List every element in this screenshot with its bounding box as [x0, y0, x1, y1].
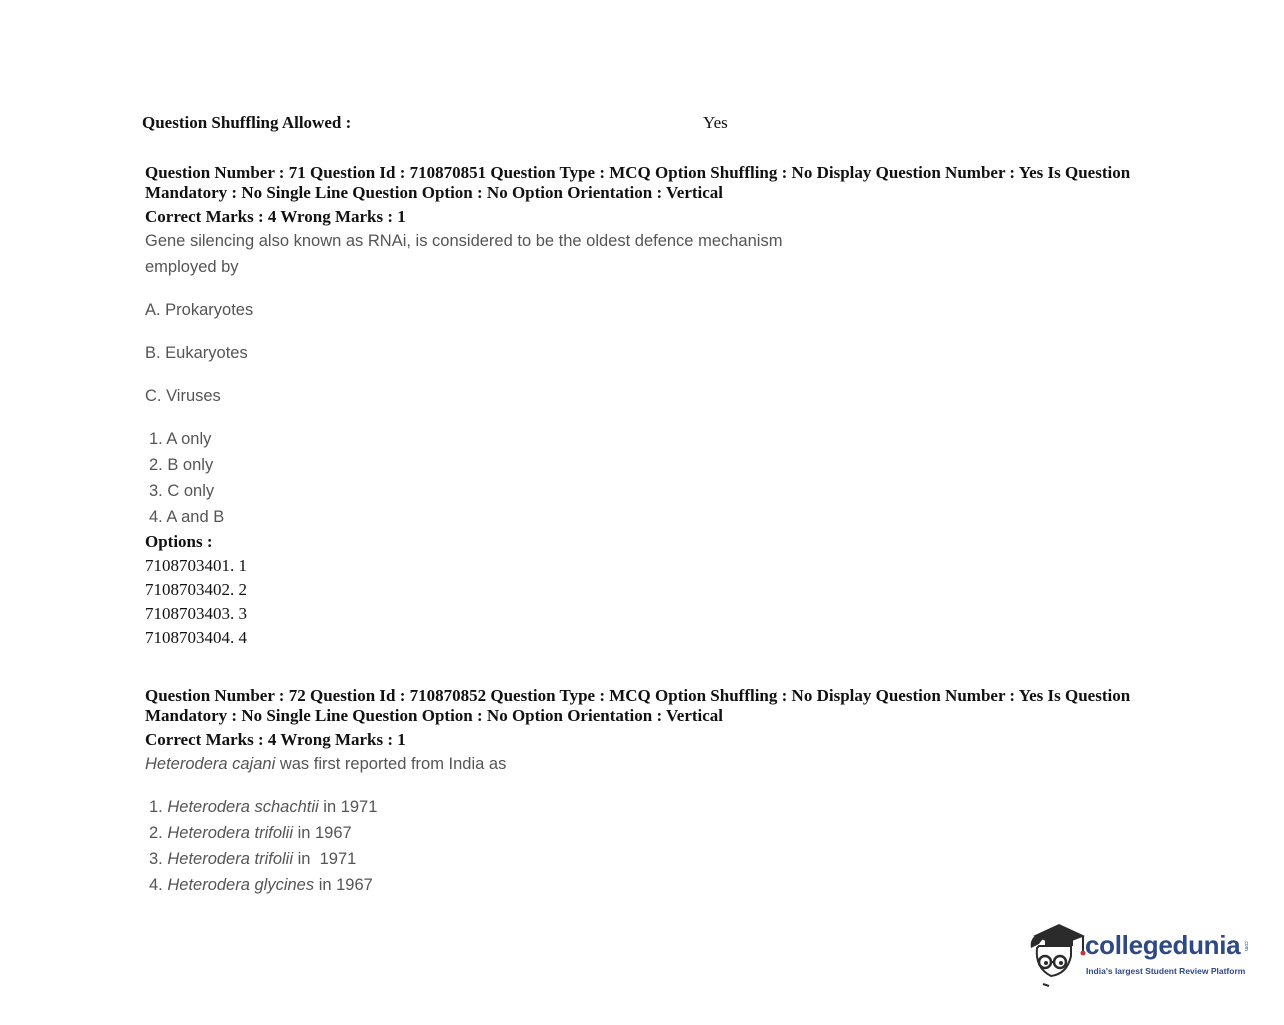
- choice-year: in 1967: [293, 824, 352, 842]
- question-meta-line-2: Mandatory : No Single Line Question Option : No Option Orientation : Vertical: [145, 706, 724, 725]
- options-label: Options :: [145, 532, 213, 551]
- choice-year: in 1971: [318, 798, 378, 816]
- logo-tagline: India's largest Student Review Platform: [1086, 966, 1246, 976]
- species-name: Heterodera trifolii: [167, 850, 293, 868]
- question-72: [145, 686, 1155, 898]
- logo-domain-suffix: .com: [1243, 940, 1249, 951]
- question-stem-line-1: Gene silencing also known as RNAi, is considered to be the oldest defence mechanism: [145, 232, 783, 250]
- question-marks: Correct Marks : 4 Wrong Marks : 1: [145, 730, 406, 749]
- question-stem-text: was first reported from India as: [275, 755, 507, 773]
- choice-number: 4.: [149, 876, 168, 894]
- option-id-2: 7108703402. 2: [145, 580, 247, 599]
- question-meta: [145, 686, 1155, 726]
- question-meta-line-1: Question Number : 71 Question Id : 710870851 Question Type : MCQ Option Shuffling : No Display Question Number : Yes Is Question: [145, 163, 1131, 182]
- answer-choice-4: [149, 872, 1155, 898]
- answer-choices: [145, 794, 1155, 898]
- question-meta: [145, 163, 1155, 203]
- question-stem: [145, 228, 825, 280]
- option-id-3: 7108703403. 3: [145, 604, 247, 623]
- answer-choice-3: 3. C only: [149, 482, 215, 500]
- choice-number: 2.: [149, 824, 168, 842]
- answer-choice-3: [149, 846, 1155, 872]
- question-stem: [145, 751, 825, 777]
- question-marks: Correct Marks : 4 Wrong Marks : 1: [145, 207, 406, 226]
- choice-number: 3.: [149, 850, 168, 868]
- species-name: Heterodera glycines: [167, 876, 315, 894]
- choice-number: 1.: [149, 798, 168, 816]
- question-meta-line-1: Question Number : 72 Question Id : 710870852 Question Type : MCQ Option Shuffling : No Display Question Number : Yes Is Question: [145, 686, 1131, 705]
- species-name: Heterodera cajani: [145, 755, 276, 773]
- statement-a: A. Prokaryotes: [145, 301, 254, 319]
- answer-choice-2: 2. B only: [149, 456, 214, 474]
- species-name: Heterodera trifolii: [167, 824, 293, 842]
- statement-b: B. Eukaryotes: [145, 344, 248, 362]
- answer-choice-1: [149, 794, 1155, 820]
- shuffle-value: Yes: [703, 113, 728, 132]
- mascot-icon: [1025, 918, 1087, 990]
- collegedunia-logo: [1025, 918, 1255, 990]
- answer-choice-1: 1. A only: [149, 430, 212, 448]
- statement-c: C. Viruses: [145, 387, 221, 405]
- shuffle-label: Question Shuffling Allowed :: [142, 113, 352, 132]
- species-name: Heterodera schachtii: [167, 798, 319, 816]
- option-id-1: 7108703401. 1: [145, 556, 247, 575]
- choice-year: in 1971: [293, 850, 357, 868]
- logo-wordmark: collegedunia: [1085, 930, 1241, 960]
- question-stem-line-2: employed by: [145, 258, 239, 276]
- choice-year: in 1967: [314, 876, 373, 894]
- answer-choice-2: [149, 820, 1155, 846]
- answer-choice-4: 4. A and B: [149, 508, 225, 526]
- question-71: [145, 163, 1155, 650]
- question-meta-line-2: Mandatory : No Single Line Question Option : No Option Orientation : Vertical: [145, 183, 724, 202]
- answer-choices: [145, 426, 1155, 530]
- option-id-4: 7108703404. 4: [145, 628, 247, 647]
